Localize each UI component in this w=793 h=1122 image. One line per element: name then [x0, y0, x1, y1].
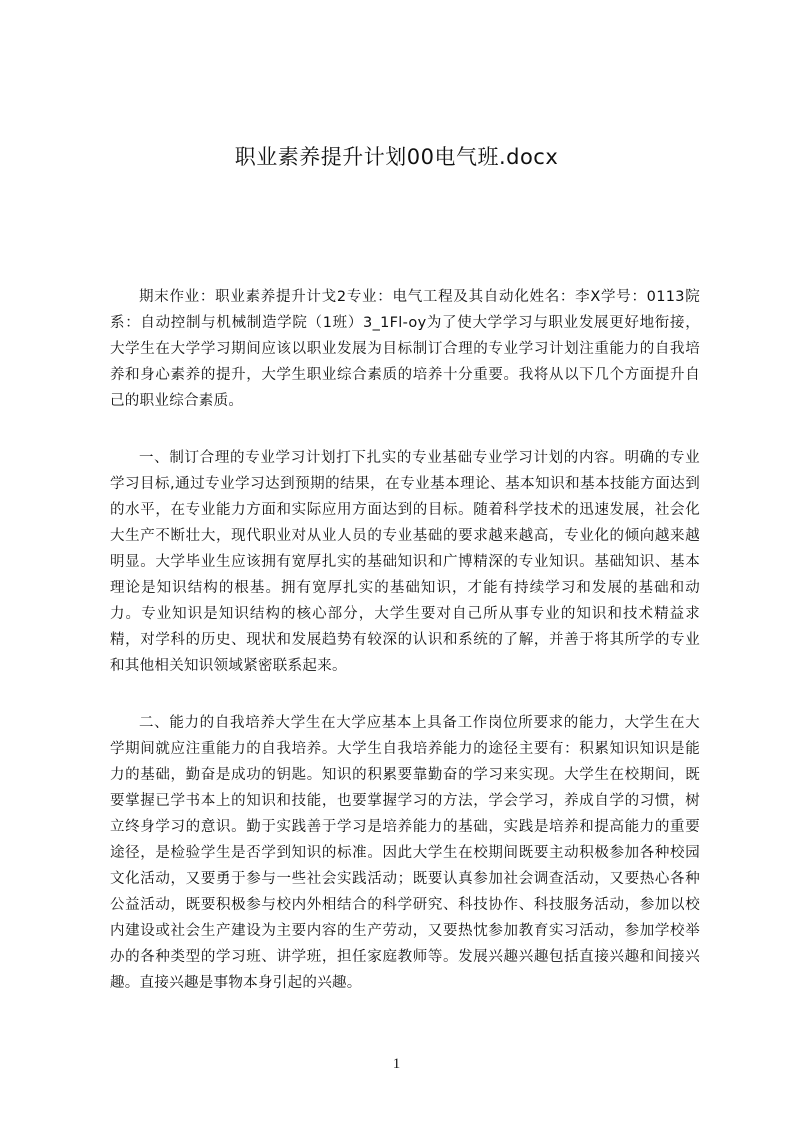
- paragraph-ability: 二、能力的自我培养大学生在大学应基本上具备工作岗位所要求的能力，大学生在大学期间就应注重能力的自我培养。大学生自我培养能力的途径主要有：积累知识知识是能力的基础，勤奋是成功的钥匙。知识的积累要靠勤奋的学习来实现。大学生在校期间，既要掌握已学书本上的知识和技能，也要掌握学习的方法，学会学习，养成自学的习惯，树立终身学习的意识。勤于实践善于学习是培养能力的基础，实践是培养和提高能力的重要途径，是检验学生是否学到知识的标准。因此大学生在校期间既要主动积极参加各种校园文化活动，又要勇于参与一些社会实践活动；既要认真参加社会调查活动，又要热心各种公益活动，既要积极参与校内外相结合的科学研究、科技协作、科技服务活动，参加以校内建设或社会生产建设为主要内容的生产劳动，又要热忱参加教育实习活动，参加学校举办的各种类型的学习班、讲学班，担任家庭教师等。发展兴趣兴趣包括直接兴趣和间接兴趣。直接兴趣是事物本身引起的兴趣。: [110, 715, 700, 991]
- paragraph-intro: 期末作业：职业素养提升计戈2专业：电气工程及其自动化姓名：李X学号：0113院系：自动控制与机械制造学院（1班）3_1Fl-oy为了使大学学习与职业发展更好地衔接，大学生在大学学习期间应该以职业发展为目标制订合理的专业学习计划注重能力的自我培养和身心素养的提升，大学生职业综合素质的培养十分重要。我将从以下几个方面提升自己的职业综合素质。: [110, 289, 700, 409]
- page-number: 1: [392, 1056, 401, 1072]
- paragraph-study-plan: 一、制订合理的专业学习计划打下扎实的专业基础专业学习计划的内容。明确的专业学习目标,通过专业学习达到预期的结果，在专业基本理论、基本知识和基本技能方面达到的水平，在专业能力方面和实际应用方面达到的目标。随着科学技术的迅速发展，社会化大生产不断壮大，现代职业对从业人员的专业基础的要求越来越高，专业化的倾向越来越明显。大学毕业生应该拥有宽厚扎实的基础知识和广博精深的专业知识。基础知识、基本理论是知识结构的根基。拥有宽厚扎实的基础知识，才能有持续学习和发展的基础和动力。专业知识是知识结构的核心部分，大学生要对自己所从事专业的知识和技术精益求精，对学科的历史、现状和发展趋势有较深的认识和系统的了解，并善于将其所学的专业和其他相关知识领域紧密联系起来。: [110, 450, 700, 674]
- document-body: [110, 284, 700, 1027]
- document-title: 职业素养提升计划00电气班.docx: [234, 145, 559, 169]
